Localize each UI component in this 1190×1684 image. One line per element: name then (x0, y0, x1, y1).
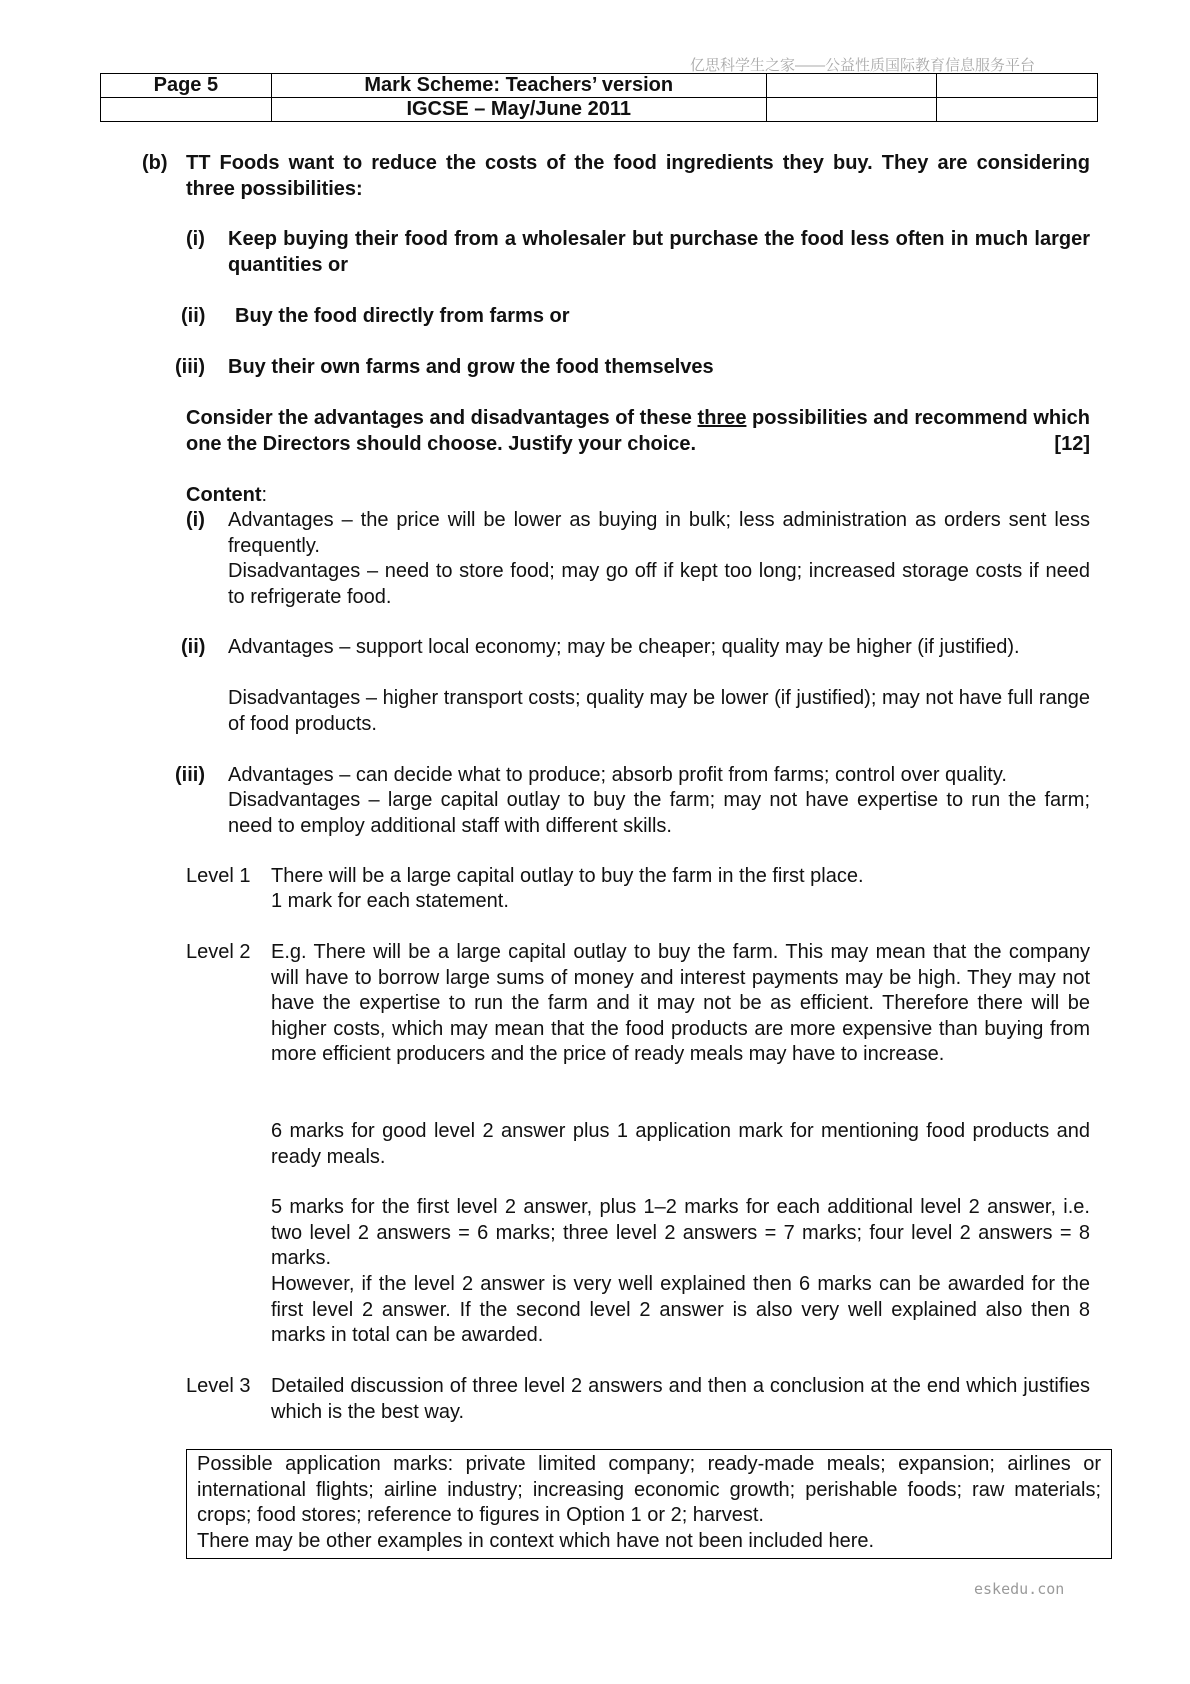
header-table (100, 73, 1098, 122)
exam-session: IGCSE – May/June 2011 (271, 98, 766, 122)
content-heading-text: Content (186, 484, 262, 506)
level-text: 5 marks for the first level 2 answer, plus 1–2 marks for each additional level 2 answer, i.e. two level 2 answers = 6 marks; three level 2 answers = 7 marks; four level 2 answers = 8 marks. (271, 1196, 1090, 1269)
task-text-post: possibilities and recommend which one the Directors should choose. Justify your choice. (186, 407, 1090, 455)
question-label: (b) (142, 152, 168, 174)
content-disadvantages: Disadvantages – higher transport costs; quality may be lower (if justified); may not have full range of food products. (228, 687, 1090, 735)
application-marks-note: There may be other examples in context which have not been included here. (197, 1529, 875, 1552)
application-marks-box (186, 1449, 1112, 1559)
question-task (186, 406, 1090, 457)
content-item-label: (ii) (181, 636, 206, 658)
level-text: 6 marks for good level 2 answer plus 1 application mark for mentioning food products and ready meals. (271, 1120, 1090, 1168)
option-label: (iii) (175, 356, 205, 378)
content-item-label: (i) (186, 509, 205, 531)
level-label: Level 1 (186, 865, 251, 887)
option-text: Buy the food directly from farms or (235, 305, 570, 327)
watermark-bottom: eskedu.con (974, 1580, 1065, 1598)
option-text: Buy their own farms and grow the food themselves (228, 356, 714, 378)
content-advantages: Advantages – the price will be lower as buying in bulk; less administration as orders sent less frequently. (228, 509, 1090, 557)
header-blank-cell (937, 74, 1098, 98)
page-number: Page 5 (101, 74, 272, 98)
header-blank-cell (766, 98, 937, 122)
task-underlined-word: three (697, 407, 747, 429)
content-disadvantages: Disadvantages – need to store food; may go off if kept too long; increased storage costs if need to refrigerate food. (228, 560, 1090, 608)
page-title: Mark Scheme: Teachers’ version (271, 74, 766, 98)
question-marks: [12] (1054, 432, 1090, 455)
option-label: (i) (186, 228, 205, 250)
level-label: Level 2 (186, 941, 251, 963)
content-heading (186, 483, 267, 509)
content-advantages: Advantages – support local economy; may be cheaper; quality may be higher (if justified). (228, 636, 1020, 658)
option-label: (ii) (181, 305, 206, 327)
header-blank-cell (937, 98, 1098, 122)
level-label: Level 3 (186, 1375, 251, 1397)
content-disadvantages: Disadvantages – large capital outlay to buy the farm; may not have expertise to run the farm; need to employ additional staff with different skills. (228, 789, 1090, 837)
level-text: E.g. There will be a large capital outlay to buy the farm. This may mean that the company will have to borrow large sums of money and interest payments may be high. They may not have the expertise to run the farm and it may not be as efficient. Therefore there will be higher costs, which may mean that the food products are more expensive than buying from more efficient producers and the price of ready meals may have to increase. (271, 941, 1090, 1065)
header-blank-cell (101, 98, 272, 122)
level-text: However, if the level 2 answer is very well explained then 6 marks can be awarded for the first level 2 answer. If the second level 2 answer is also very well explained also then 8 marks in total can be awarded. (271, 1273, 1090, 1346)
option-text: Keep buying their food from a wholesaler but purchase the food less often in much larger quantities or (228, 228, 1090, 276)
level-text: 1 mark for each statement. (271, 890, 509, 912)
question-intro: TT Foods want to reduce the costs of the food ingredients they buy. They are considering three possibilities: (186, 152, 1090, 200)
task-text-pre: Consider the advantages and disadvantages of these (186, 407, 698, 429)
content-advantages: Advantages – can decide what to produce; absorb profit from farms; control over quality. (228, 764, 1007, 786)
level-text: There will be a large capital outlay to buy the farm in the first place. (271, 865, 864, 887)
content-heading-colon: : (261, 484, 268, 506)
watermark-top: 亿思科学生之家——公益性质国际教育信息服务平台 (690, 57, 1036, 74)
header-blank-cell (766, 74, 937, 98)
application-marks-text: Possible application marks: private limited company; ready-made meals; expansion; airlines or international flights; airline industry; increasing economic growth; perishable foods; raw materials; crops; food stores; reference to figures in Option 1 or 2; harvest. (197, 1453, 1101, 1526)
content-item-label: (iii) (175, 764, 205, 786)
level-text: Detailed discussion of three level 2 answers and then a conclusion at the end which justifies which is the best way. (271, 1375, 1090, 1423)
